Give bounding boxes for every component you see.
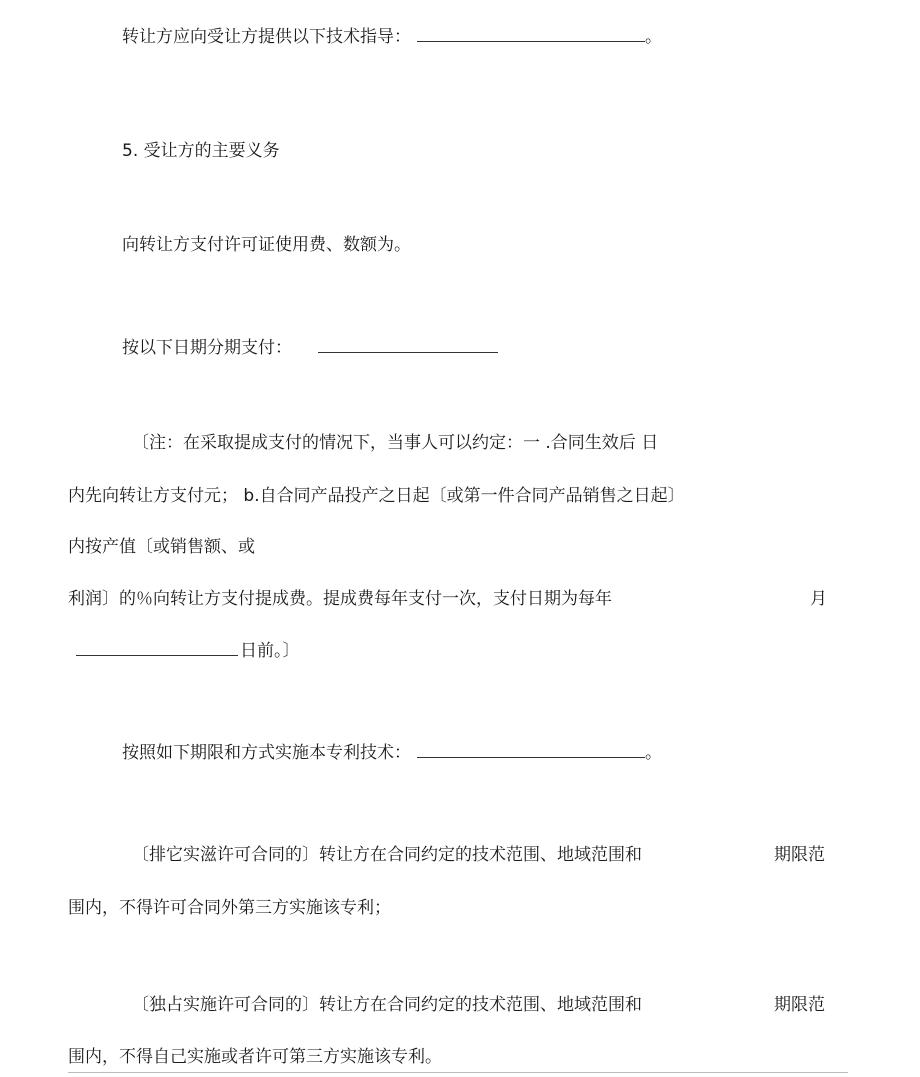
paragraph-exclusive-license-line-2 — [68, 897, 391, 919]
paragraph-installment-payment — [122, 337, 498, 359]
note-text: 利润〕的％向转让方支付提成费。提成费每年支付一次，支付日期为每年 — [68, 589, 612, 609]
note-line-3 — [68, 536, 255, 558]
note-month — [810, 588, 827, 610]
note-line-4 — [68, 588, 612, 610]
note-text: 内按产值〔或销售额、或 — [68, 537, 255, 557]
paragraph-text: 〔排它实滋许可合同的〕转让方在合同约定的技术范围、地域范围和 — [132, 845, 642, 865]
period-mark: 。 — [645, 27, 662, 47]
paragraph-text: 向转让方支付许可证使用费、数额为。 — [122, 235, 411, 255]
note-line-5 — [76, 640, 300, 662]
fill-in-blank — [417, 743, 645, 758]
fill-in-blank — [76, 641, 238, 656]
fill-in-blank — [417, 27, 645, 42]
paragraph-sole-license-line-2 — [68, 1046, 442, 1068]
paragraph-implementation — [122, 742, 662, 764]
paragraph-technical-guidance — [122, 26, 662, 48]
period-mark: 。 — [645, 743, 662, 763]
paragraph-exclusive-license-line-1 — [132, 844, 642, 866]
paragraph-text: 围内，不得许可合同外第三方实施该专利； — [68, 898, 391, 918]
paragraph-text: 期限范 — [774, 845, 825, 865]
paragraph-sole-license-line-1 — [132, 994, 642, 1016]
heading-text: 5. 受让方的主要义务 — [122, 141, 280, 161]
section-heading — [122, 140, 280, 162]
paragraph-text: 期限范 — [774, 995, 825, 1015]
note-text: 日前。〕 — [240, 641, 300, 661]
note-text: 月 — [810, 589, 827, 609]
note-line-2 — [68, 485, 685, 507]
paragraph-sole-license-tail — [774, 994, 825, 1016]
note-text: 〔注：在采取提成支付的情况下，当事人可以约定：一 .合同生效后 日 — [132, 433, 659, 453]
paragraph-text: 转让方应向受让方提供以下技术指导： — [122, 27, 411, 47]
page-bottom-divider — [68, 1072, 848, 1073]
paragraph-text: 围内，不得自己实施或者许可第三方实施该专利。 — [68, 1047, 442, 1067]
note-text: 内先向转让方支付元； b.自合同产品投产之日起〔或第一件合同产品销售之日起〕 — [68, 486, 685, 506]
paragraph-license-fee — [122, 234, 411, 256]
note-line-1 — [132, 432, 658, 454]
paragraph-text: 按以下日期分期支付： — [122, 338, 292, 358]
fill-in-blank — [318, 338, 498, 353]
paragraph-text: 按照如下期限和方式实施本专利技术： — [122, 743, 411, 763]
paragraph-text: 〔独占实施许可合同的〕转让方在合同约定的技术范围、地域范围和 — [132, 995, 642, 1015]
paragraph-exclusive-license-tail — [774, 844, 825, 866]
